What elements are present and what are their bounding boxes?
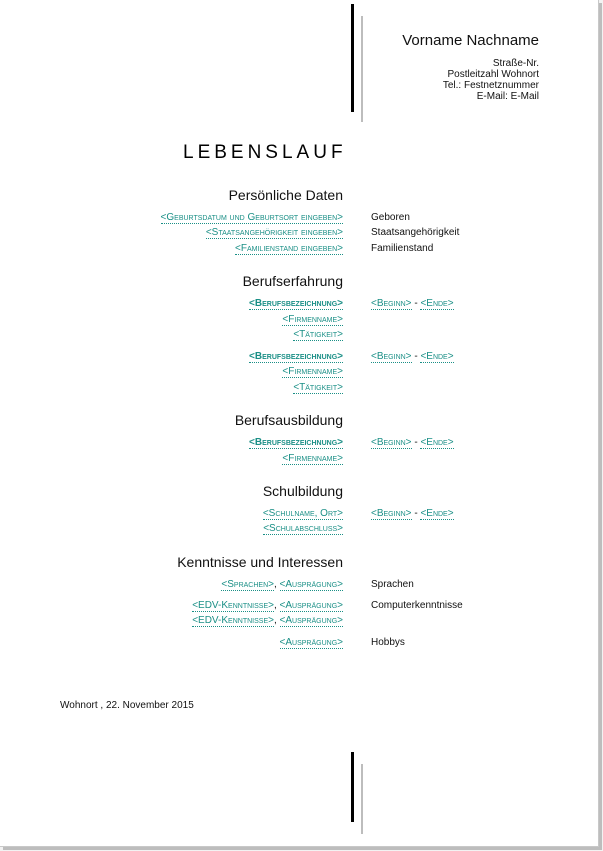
placeholder-edv-1[interactable]: <EDV-Kenntnisse>, <Ausprägung>: [192, 600, 343, 611]
placeholder-languages[interactable]: <Sprachen>, <Ausprägung>: [221, 579, 343, 590]
placeholder-company-1[interactable]: <Firmenname>: [282, 314, 343, 325]
address-block: [443, 58, 539, 102]
dates-school[interactable]: <Beginn> - <Ende>: [371, 508, 454, 519]
address-phone[interactable]: Tel.: Festnetznummer: [442, 80, 539, 91]
address-city[interactable]: Postleitzahl Wohnort: [447, 69, 539, 80]
top-thick-rule: [351, 4, 354, 112]
heading-skills: Kenntnisse und Interessen: [177, 554, 343, 570]
label-hobbies: Hobbys: [371, 637, 405, 648]
placeholder-birth[interactable]: <Geburtsdatum und Geburtsort eingeben>: [160, 212, 343, 223]
label-born: Geboren: [371, 212, 410, 223]
heading-training: Berufsausbildung: [234, 412, 343, 428]
placeholder-activity-1[interactable]: <Tätigkeit>: [293, 329, 343, 340]
placeholder-training-job[interactable]: <Berufsbezeichnung>: [249, 437, 343, 448]
address-email[interactable]: E-Mail: E-Mail: [476, 91, 539, 102]
label-computer: Computerkenntnisse: [371, 600, 463, 611]
heading-school: Schulbildung: [262, 483, 343, 499]
document-title: LEBENSLAUF: [183, 142, 347, 163]
heading-experience: Berufserfahrung: [242, 273, 343, 289]
placeholder-nationality[interactable]: <Staatsangehörigkeit eingeben>: [205, 227, 343, 238]
applicant-name[interactable]: Vorname Nachname: [402, 32, 539, 49]
place-date[interactable]: Wohnort , 22. November 2015: [60, 700, 194, 711]
placeholder-training-company[interactable]: <Firmenname>: [282, 453, 343, 464]
dates-training[interactable]: <Beginn> - <Ende>: [371, 437, 454, 448]
dates-job-2[interactable]: <Beginn> - <Ende>: [371, 351, 454, 362]
label-languages: Sprachen: [371, 579, 414, 590]
placeholder-company-2[interactable]: <Firmenname>: [282, 366, 343, 377]
placeholder-school-name[interactable]: <Schulname, Ort>: [262, 508, 343, 519]
label-marital: Familienstand: [371, 243, 434, 254]
placeholder-job-1[interactable]: <Berufsbezeichnung>: [249, 298, 343, 309]
placeholder-activity-2[interactable]: <Tätigkeit>: [293, 382, 343, 393]
top-thin-rule: [361, 16, 363, 122]
bottom-thick-rule: [351, 752, 354, 822]
placeholder-marital[interactable]: <Familienstand eingeben>: [235, 243, 343, 254]
label-nationality: Staatsangehörigkeit: [371, 227, 460, 238]
placeholder-edv-2[interactable]: <EDV-Kenntnisse>, <Ausprägung>: [192, 615, 343, 626]
bottom-thin-rule: [361, 764, 363, 834]
heading-personal: Persönliche Daten: [228, 187, 343, 203]
address-street[interactable]: Straße-Nr.: [492, 58, 539, 69]
dates-job-1[interactable]: <Beginn> - <Ende>: [371, 298, 454, 309]
placeholder-job-2[interactable]: <Berufsbezeichnung>: [249, 351, 343, 362]
placeholder-hobby[interactable]: <Ausprägung>: [279, 637, 343, 648]
placeholder-school-degree[interactable]: <Schulabschluss>: [263, 523, 343, 534]
